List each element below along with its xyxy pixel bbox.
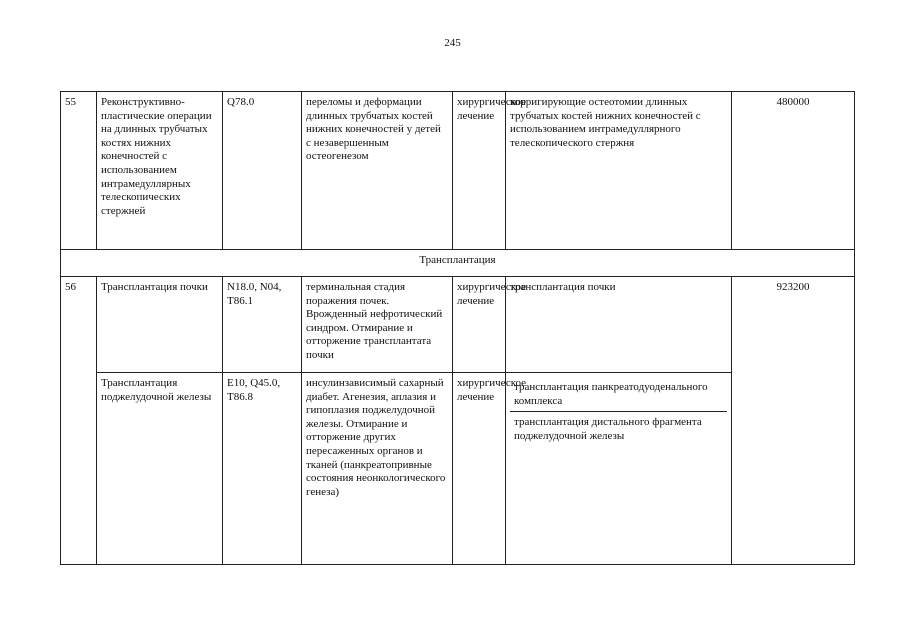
treatment-type: хирургическое лечение <box>453 92 506 250</box>
price: 923200 <box>732 277 855 565</box>
indication: терминальная стадия поражения почек. Врожденный нефротический синдром. Отмирание и отторжение трансплантата почки <box>302 277 453 373</box>
procedure-name: Реконструктивно-пластические операции на длинных трубчатых костях нижних конечностей с использованием интрамедуллярных телескопических стержней <box>97 92 223 250</box>
method: трансплантация панкреатодуоденального комплекса <box>514 381 708 407</box>
procedure-name: Трансплантация поджелудочной железы <box>97 373 223 565</box>
procedure-name: Трансплантация почки <box>97 277 223 373</box>
table-row <box>61 92 855 250</box>
method: корригирующие остеотомии длинных трубчатых костей нижних конечностей с использованием интрамедуллярного телескопического стержня <box>506 92 732 250</box>
treatment-type: хирургическое лечение <box>453 277 506 373</box>
diagnosis-codes: N18.0, N04, T86.1 <box>223 277 302 373</box>
section-row <box>61 250 855 277</box>
diagnosis-codes: Q78.0 <box>223 92 302 250</box>
page-number: 245 <box>444 37 461 49</box>
row-number: 55 <box>61 92 97 250</box>
indication: переломы и деформации длинных трубчатых костей нижних конечностей у детей с незавершенным остеогенезом <box>302 92 453 250</box>
method-list <box>506 373 732 565</box>
services-table <box>60 91 855 565</box>
price: 480000 <box>732 92 855 250</box>
row-number: 56 <box>61 277 97 565</box>
section-title: Трансплантация <box>61 250 855 277</box>
method: трансплантация дистального фрагмента поджелудочной железы <box>510 411 727 446</box>
treatment-type: хирургическое лечение <box>453 373 506 565</box>
method: трансплантация почки <box>506 277 732 373</box>
diagnosis-codes: E10, Q45.0, T86.8 <box>223 373 302 565</box>
indication: инсулинзависимый сахарный диабет. Агенезия, аплазия и гипоплазия поджелудочной железы. Отмирание и отторжение других пересаженных органов и тканей (панкреатопривные состояния неонкологического генеза) <box>302 373 453 565</box>
table-row <box>61 277 855 373</box>
